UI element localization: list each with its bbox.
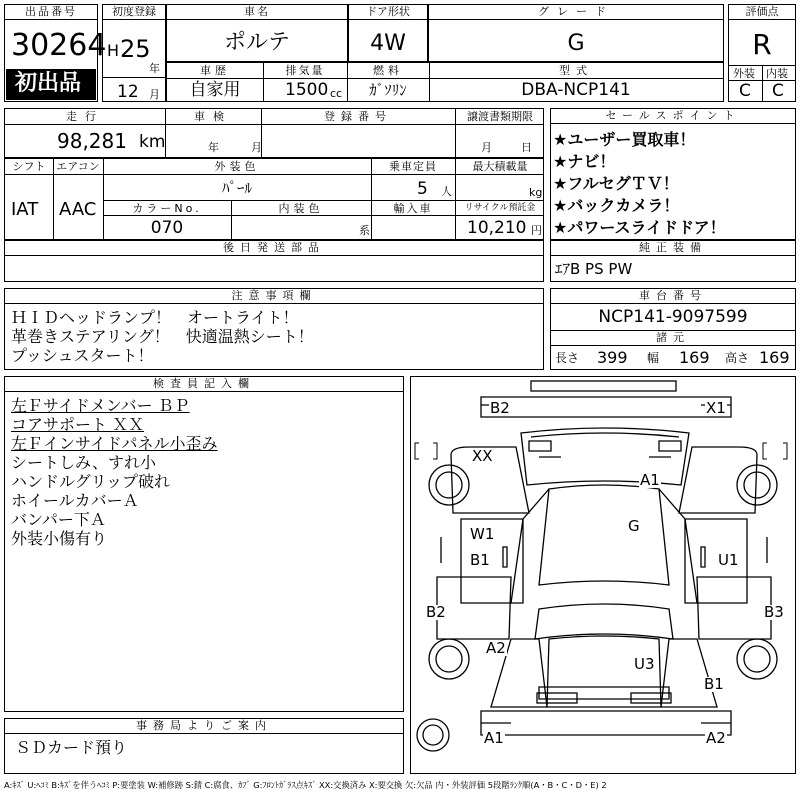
car-name: ポルテ [223,30,290,55]
transfer-month-unit: 月 [481,141,492,154]
chassis-header: 車台番号 [551,289,795,304]
office-box [4,718,404,774]
model-header: 型式 [559,64,593,77]
damage-mark-u3: U3 [634,655,655,673]
length-label: 長さ [555,351,580,365]
damage-mark-b2-side: B2 [426,603,446,621]
standard-equipment-value: ｴｱB PS PW [555,260,633,278]
score-value: R [752,28,772,61]
model-value: DBA-NCP141 [521,80,631,100]
notes-line: プッシュスタート！ [11,346,154,365]
registration-era: H [107,41,120,60]
load-header: 最大積載量 [472,160,528,173]
width-value: 169 [679,348,710,367]
sales-points-header: セールスポイント [551,109,795,124]
later-parts-box [4,240,544,282]
dimensions-header: 諸元 [656,331,690,344]
displacement-value: 1500 [285,80,329,100]
recycle-header: リサイクル預託金 [464,203,536,213]
import-header: 輸入車 [393,202,433,215]
inspector-line: コアサポート ＸＸ [11,415,145,434]
sales-point-item: ★ユーザー買取車！ [553,130,696,149]
lot-number: 30264 [11,28,107,63]
fuel-value: ｶﾞｿﾘﾝ [369,81,407,99]
registration-month-unit: 月 [149,88,160,101]
capacity-header: 乗車定員 [389,160,437,173]
inspector-header: 検査員記入欄 [5,377,403,392]
capacity-value: 5 [417,179,428,199]
registration-box [102,4,166,102]
standard-equipment-box [550,240,796,282]
inspector-line: シートしみ、すれ小 [11,453,156,472]
damage-mark-x1: X1 [706,399,726,417]
shift-value: IAT [11,199,39,220]
displacement-unit: cc [330,87,343,100]
load-unit: kg [529,186,543,199]
fuel-header: 燃料 [373,64,403,77]
color-number-header: カラーNo. [132,202,202,215]
score-header: 評価点 [729,5,795,20]
history-header: 車歴 [200,64,230,77]
sales-point-item: ★パワースライドドア！ [553,218,726,237]
inspector-box [4,376,404,712]
door-box [348,4,428,62]
damage-mark-u1: U1 [718,551,739,569]
damage-mark-a2-bottom: A2 [706,729,726,747]
grade-value: G [567,31,585,56]
registration-month: 12 [117,82,139,102]
inspection-month-unit: 月 [251,141,262,154]
chassis-number: NCP141-9097599 [598,307,748,327]
notes-line: ＨＩＤヘッドランプ！ オートライト！ [11,308,299,327]
damage-mark-w1: W1 [470,525,495,543]
spec-row [166,62,724,102]
damage-mark-b1-rear: B1 [704,675,724,693]
grade-header: グレード [429,5,723,20]
displacement-header: 排気量 [285,64,325,77]
color-number-value: 070 [150,218,184,238]
lot-box [4,4,107,102]
height-label: 高さ [725,351,750,365]
damage-mark-b1-left: B1 [470,551,490,569]
damage-mark-a1-hood: A1 [640,471,660,489]
inspector-line: ハンドルグリップ破れ [11,472,171,491]
length-value: 399 [597,348,628,367]
inspector-line: 左Ｆインサイドパネル小歪み [11,434,218,453]
inspector-line: バンパー下Ａ [11,510,106,529]
damage-mark-b3: B3 [764,603,784,621]
interior-color-header: 内装色 [278,202,324,215]
inspector-line: 左Ｆサイドメンバー ＢＰ [11,396,190,415]
notes-box [4,288,544,370]
grade-box [428,4,724,62]
capacity-unit: 人 [441,185,452,198]
damage-mark-g: G [628,517,640,535]
mileage-header: 走行 [66,110,104,123]
inspector-line: ホイールカバーＡ [11,491,139,510]
ac-value: AAC [59,199,97,220]
shift-header: シフト [12,160,46,173]
equipment-grid [4,158,544,240]
mileage-value: 98,281 [57,129,127,153]
interior-color-unit: 系 [359,224,370,237]
registration-year-unit: 年 [149,62,160,75]
sales-point-item: ★バックカメラ！ [553,196,680,215]
damage-mark-a1-bottom: A1 [484,729,504,747]
chassis-box [550,288,796,370]
legend-text: A:ｷｽﾞ U:ﾍｺﾐ B:ｷｽﾞを伴うﾍｺﾐ P:要塗装 W:補修跡 S:錆 C:腐食、ｶﾌﾞ G:ﾌﾛﾝﾄｶﾞﾗｽ点ｷｽﾞ XX:交換済み X:要交換 欠:欠品 内・外装評価 5段階ﾗﾝｸ順(A・B・C・D・E) 2 [4,780,607,790]
transfer-header: 譲渡書類期限 [467,110,533,123]
sales-points-box [550,108,796,240]
notes-line: 革巻きステアリング！ 快適温熱シート！ [11,327,314,346]
office-header: 事務局よりご案内 [5,719,403,734]
exterior-color-header: 外装色 [214,160,260,173]
inspector-line: 外装小傷有り [11,529,108,548]
history-value: 自家用 [189,80,241,100]
exterior-color-value: ﾊﾟｰﾙ [221,179,252,197]
damage-mark-a2-left: A2 [486,639,506,657]
sales-point-item: ★フルセグＴＶ！ [553,174,679,193]
mileage-unit: km [139,132,166,152]
ac-header: エアコン [56,160,100,173]
office-message: ＳＤカード預り [15,738,128,757]
damage-diagram [410,376,796,774]
damage-mark-b2-top: B2 [490,399,510,417]
recycle-unit: 円 [531,224,542,237]
first-listing-label: 初出品 [15,71,82,96]
notes-header: 注意事項欄 [5,289,543,304]
plate-header: 登録番号 [324,110,392,123]
height-value: 169 [759,348,790,367]
sales-point-item: ★ナビ！ [553,152,616,171]
mileage-row [4,108,544,158]
car-diagram-svg [411,377,796,774]
inspection-year-unit: 年 [208,141,219,154]
exterior-score-label: 外装 [733,67,755,80]
exterior-score: C [739,81,751,101]
interior-score: C [772,81,784,101]
car-name-box [166,4,348,62]
transfer-day-unit: 日 [521,141,532,154]
lot-header: 出品番号 [5,5,97,20]
registration-year: 25 [120,35,151,63]
door-type: 4W [370,31,406,56]
registration-header: 初度登録 [103,5,165,20]
damage-mark-xx: XX [472,447,493,465]
score-box [728,4,796,102]
standard-equipment-header: 純正装備 [551,241,795,256]
recycle-value: 10,210 [467,218,527,238]
interior-score-label: 内装 [766,67,788,80]
width-label: 幅 [647,351,660,365]
car-name-header: 車名 [167,5,347,20]
door-header: ドア形状 [349,5,427,20]
later-parts-header: 後日発送部品 [5,241,543,256]
inspection-header: 車検 [194,110,232,123]
